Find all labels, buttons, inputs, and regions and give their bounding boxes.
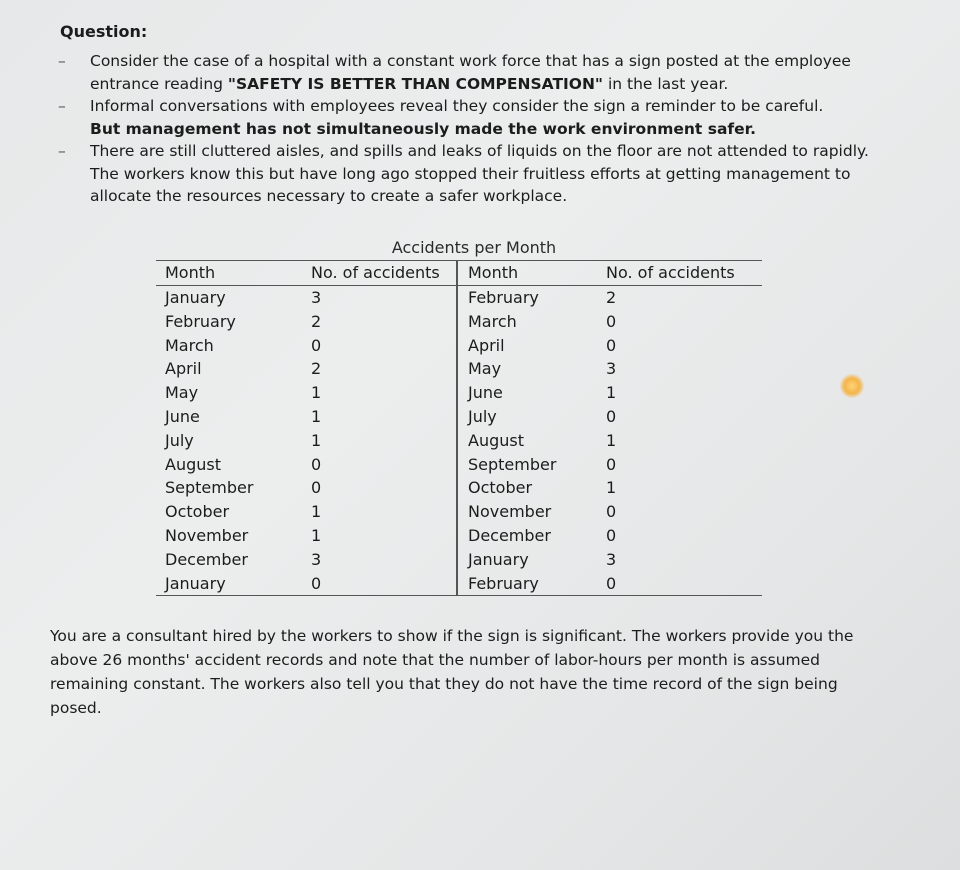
cell-accidents-1: 3 [311,549,322,569]
bullet-2-bold-text: But management has not simultaneously made the work environment safer. [90,119,756,138]
cell-accidents-1: 1 [311,525,322,545]
header-month-1: Month [165,263,216,282]
table-title: Accidents per Month [391,238,557,257]
cell-accidents-2: 0 [606,406,617,426]
cell-month-1: September [165,478,254,498]
cell-accidents-2: 0 [606,454,617,474]
table-header-row [156,261,762,286]
cell-accidents-1: 1 [311,406,322,426]
cell-month-2: May [468,359,502,379]
cell-month-1: June [165,406,200,426]
cell-accidents-1: 2 [311,311,322,331]
cell-accidents-1: 0 [311,454,322,474]
cell-month-2: October [468,478,533,498]
table-row [156,548,762,572]
cell-accidents-1: 1 [311,430,322,450]
cell-month-1: April [165,359,202,379]
table-row [156,381,762,405]
cell-month-2: March [468,311,517,331]
table-row [156,286,762,310]
bullet-1-text-start: Consider the case of a hospital with a constant work force that has a sign posted at the employee entrance reading [90,52,851,93]
cell-month-2: June [468,383,503,403]
cell-month-1: March [165,335,214,355]
cell-accidents-1: 2 [311,359,322,379]
bullet-1-text-end: in the last year. [603,74,729,93]
cell-accidents-1: 0 [311,573,322,593]
cell-accidents-2: 1 [606,383,617,403]
cell-month-1: February [165,311,236,331]
bullet-list [58,50,878,208]
bullet-3-text: There are still cluttered aisles, and spills and leaks of liquids on the floor are not attended to rapidly. The workers know this but have long ago stopped their fruitless efforts at getting management to allocate the resources necessary to create a safer workplace. [90,142,869,205]
glare-spot [840,374,864,398]
cell-month-2: August [468,430,524,450]
cell-month-2: September [468,454,557,474]
cell-accidents-2: 0 [606,311,617,331]
header-accidents-1: No. of accidents [311,263,440,282]
cell-accidents-1: 1 [311,502,322,522]
cell-month-1: January [165,573,226,593]
table-body [156,286,762,595]
cell-accidents-2: 3 [606,549,617,569]
column-divider [456,261,458,595]
cell-month-1: December [165,549,248,569]
bullet-item-2 [58,95,878,140]
table-row [156,572,762,596]
cell-accidents-2: 0 [606,335,617,355]
cell-month-1: October [165,502,230,522]
cell-month-1: January [165,288,226,307]
header-month-2: Month [468,263,519,282]
table-row [156,334,762,358]
cell-accidents-2: 0 [606,573,617,593]
cell-month-1: July [165,430,194,450]
cell-accidents-2: 0 [606,525,617,545]
table-row [156,405,762,429]
cell-accidents-2: 1 [606,430,617,450]
cell-month-2: November [468,502,552,522]
cell-accidents-2: 3 [606,359,617,379]
table-row [156,310,762,334]
cell-month-2: April [468,335,505,355]
table-row [156,429,762,453]
table-row [156,476,762,500]
cell-month-2: February [468,288,539,307]
cell-accidents-1: 1 [311,383,322,403]
table-row [156,357,762,381]
cell-accidents-2: 0 [606,502,617,522]
cell-accidents-2: 1 [606,478,617,498]
accidents-table [156,236,762,596]
cell-accidents-1: 0 [311,478,322,498]
cell-month-1: August [165,454,221,474]
table-row [156,500,762,524]
dash-icon: – [58,97,66,115]
cell-accidents-2: 2 [606,288,617,307]
dash-icon: – [58,142,66,160]
cell-month-2: July [468,406,497,426]
dash-icon: – [58,52,66,70]
bullet-2-text: Informal conversations with employees reveal they consider the sign a reminder to be careful. [90,97,824,115]
cell-month-2: January [468,549,529,569]
cell-accidents-1: 3 [311,288,322,307]
table-row [156,453,762,477]
cell-month-1: November [165,525,249,545]
sign-text: "SAFETY IS BETTER THAN COMPENSATION" [227,74,604,93]
bullet-item-1 [58,50,878,95]
cell-month-1: May [165,383,199,403]
bullet-item-3 [58,140,878,208]
header-accidents-2: No. of accidents [606,263,735,282]
cell-month-2: December [468,525,551,545]
cell-month-2: February [468,573,539,593]
table-row [156,524,762,548]
consultant-paragraph: You are a consultant hired by the workers to show if the sign is significant. The workers provide you the above 26 months' accident records and note that the number of labor-hours per month is assumed remaining constant. The workers also tell you that they do not have the time record of the sign being posed. [50,627,854,717]
table-grid [156,260,762,596]
cell-accidents-1: 0 [311,335,322,355]
question-heading: Question: [60,22,148,41]
